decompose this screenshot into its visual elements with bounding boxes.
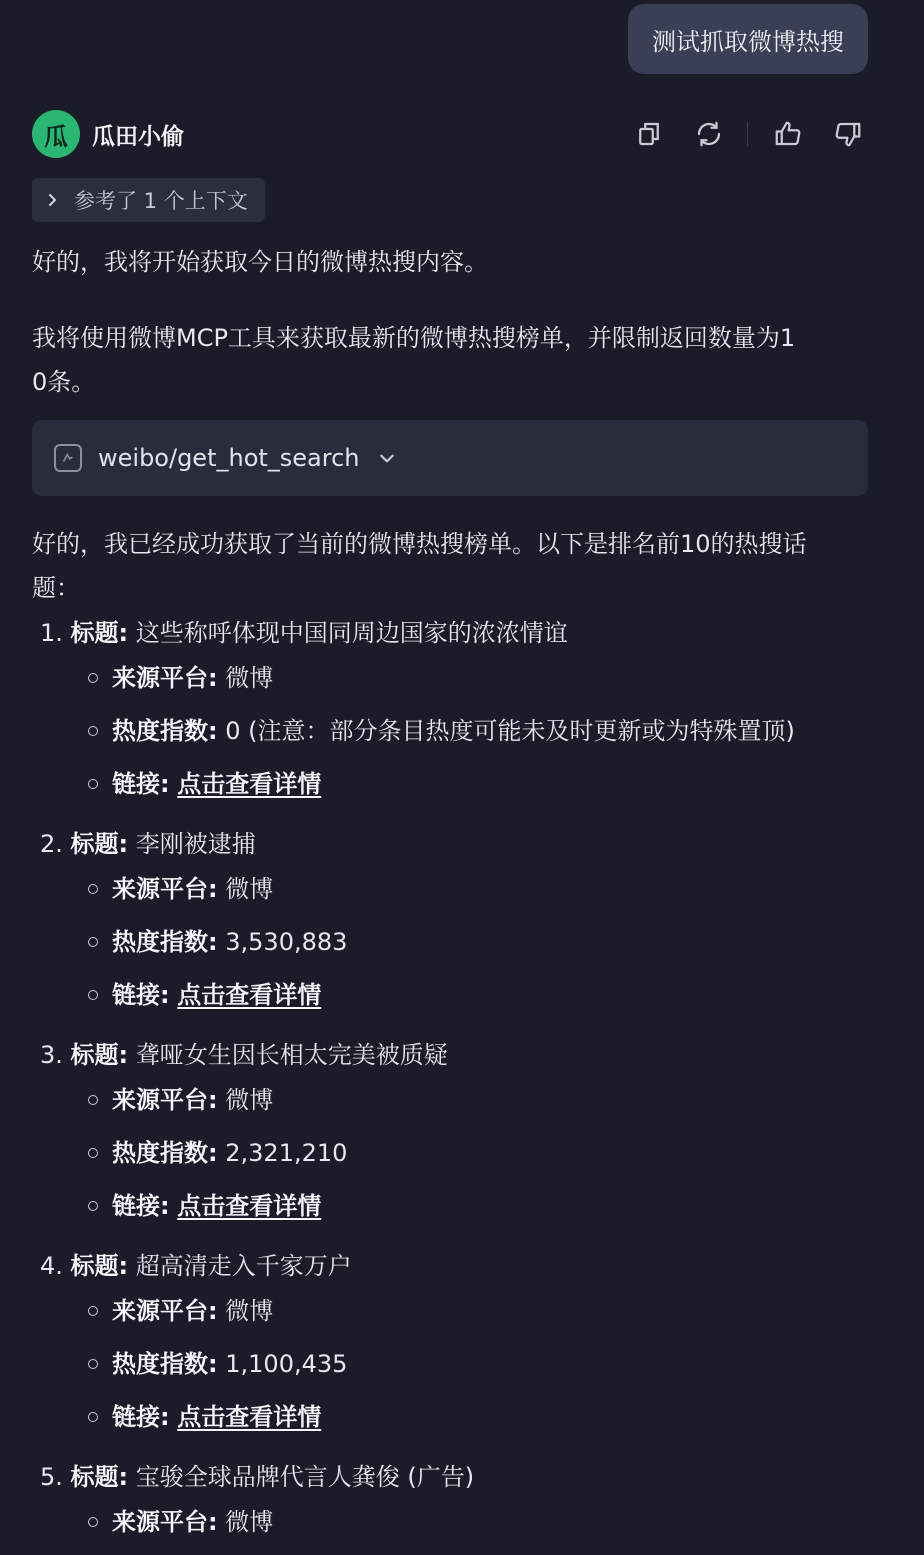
bot-message-header bbox=[32, 110, 868, 158]
item-number: 4. bbox=[40, 1252, 63, 1280]
detail-link[interactable]: 点击查看详情 bbox=[177, 981, 322, 1009]
source-value: 微博 bbox=[225, 1508, 274, 1536]
link-label: 链接: bbox=[112, 1192, 170, 1220]
message-actions bbox=[629, 110, 868, 158]
item-link bbox=[40, 1186, 900, 1239]
item-link bbox=[40, 1397, 900, 1450]
detail-link[interactable]: 点击查看详情 bbox=[177, 770, 322, 798]
source-value: 微博 bbox=[225, 1297, 274, 1325]
item-heat bbox=[40, 1133, 900, 1186]
item-title bbox=[40, 1457, 900, 1497]
item-title bbox=[40, 1035, 900, 1075]
item-source bbox=[40, 1080, 900, 1133]
chevron-down-icon bbox=[378, 449, 396, 467]
tool-call-name: weibo/get_hot_search bbox=[98, 444, 360, 472]
list-item bbox=[40, 824, 900, 1028]
copy-icon bbox=[634, 119, 664, 149]
item-source bbox=[40, 1502, 900, 1555]
heat-label: 热度指数: bbox=[112, 928, 218, 956]
item-title-value: 超高清走入千家万户 bbox=[135, 1252, 352, 1280]
source-label: 来源平台: bbox=[112, 1297, 218, 1325]
plan-text bbox=[32, 316, 872, 404]
source-value: 微博 bbox=[225, 664, 274, 692]
list-item bbox=[40, 613, 900, 817]
heat-value: 1,100,435 bbox=[225, 1350, 348, 1378]
source-value: 微博 bbox=[225, 1086, 274, 1114]
plan-text-line-2: 0条。 bbox=[32, 368, 96, 396]
heat-value: 0 (注意：部分条目热度可能未及时更新或为特殊置顶) bbox=[225, 717, 795, 745]
item-title-label: 标题: bbox=[70, 1041, 129, 1069]
item-heat bbox=[40, 711, 900, 764]
item-title-label: 标题: bbox=[70, 619, 129, 647]
tool-call-card[interactable] bbox=[32, 420, 868, 496]
item-heat bbox=[40, 1344, 900, 1397]
result-text-line-1: 好的，我已经成功获取了当前的微博热搜榜单。以下是排名前10的热搜话 bbox=[32, 530, 807, 558]
item-title-value: 宝骏全球品牌代言人龚俊 (广告) bbox=[135, 1463, 475, 1491]
item-number: 5. bbox=[40, 1463, 63, 1491]
context-toggle[interactable] bbox=[32, 178, 265, 222]
heat-label: 热度指数: bbox=[112, 1350, 218, 1378]
item-source bbox=[40, 869, 900, 922]
item-title-value: 李刚被逮捕 bbox=[135, 830, 256, 858]
chevron-right-icon bbox=[44, 192, 60, 208]
regenerate-button[interactable] bbox=[689, 114, 729, 154]
source-value: 微博 bbox=[225, 875, 274, 903]
intro-text: 好的，我将开始获取今日的微博热搜内容。 bbox=[32, 248, 488, 276]
source-label: 来源平台: bbox=[112, 1508, 218, 1536]
like-button[interactable] bbox=[768, 114, 808, 154]
heat-value: 2,321,210 bbox=[225, 1139, 348, 1167]
avatar-char: 瓜 bbox=[44, 122, 68, 151]
item-number: 3. bbox=[40, 1041, 63, 1069]
detail-link[interactable]: 点击查看详情 bbox=[177, 1192, 322, 1220]
detail-link[interactable]: 点击查看详情 bbox=[177, 1403, 322, 1431]
item-title-label: 标题: bbox=[70, 830, 129, 858]
item-title bbox=[40, 824, 900, 864]
link-label: 链接: bbox=[112, 770, 170, 798]
item-title-label: 标题: bbox=[70, 1463, 129, 1491]
heat-value: 3,530,883 bbox=[225, 928, 348, 956]
heat-label: 热度指数: bbox=[112, 1139, 218, 1167]
item-heat bbox=[40, 922, 900, 975]
result-text bbox=[32, 522, 872, 610]
copy-button[interactable] bbox=[629, 114, 669, 154]
tool-icon bbox=[54, 444, 82, 472]
item-source bbox=[40, 658, 900, 711]
result-text-line-2: 题： bbox=[32, 574, 80, 602]
list-item bbox=[40, 1035, 900, 1239]
link-label: 链接: bbox=[112, 981, 170, 1009]
action-divider bbox=[747, 122, 748, 146]
source-label: 来源平台: bbox=[112, 664, 218, 692]
plan-text-line-1: 我将使用微博MCP工具来获取最新的微博热搜榜单，并限制返回数量为1 bbox=[32, 324, 796, 352]
item-title-value: 这些称呼体现中国同周边国家的浓浓情谊 bbox=[135, 619, 568, 647]
avatar bbox=[32, 110, 80, 158]
item-title-label: 标题: bbox=[70, 1252, 129, 1280]
thumbs-down-icon bbox=[833, 119, 863, 149]
dislike-button[interactable] bbox=[828, 114, 868, 154]
item-link bbox=[40, 764, 900, 817]
source-label: 来源平台: bbox=[112, 1086, 218, 1114]
bot-name: 瓜田小偷 bbox=[92, 123, 184, 150]
item-number: 1. bbox=[40, 619, 63, 647]
thumbs-up-icon bbox=[773, 119, 803, 149]
list-item bbox=[40, 1246, 900, 1450]
list-item bbox=[40, 1457, 900, 1555]
item-number: 2. bbox=[40, 830, 63, 858]
item-title bbox=[40, 613, 900, 653]
source-label: 来源平台: bbox=[112, 875, 218, 903]
heat-label: 热度指数: bbox=[112, 717, 218, 745]
user-message-bubble bbox=[628, 4, 868, 74]
item-link bbox=[40, 975, 900, 1028]
item-title-value: 聋哑女生因长相太完美被质疑 bbox=[135, 1041, 448, 1069]
item-title bbox=[40, 1246, 900, 1286]
link-label: 链接: bbox=[112, 1403, 170, 1431]
refresh-icon bbox=[694, 119, 724, 149]
item-source bbox=[40, 1291, 900, 1344]
context-toggle-label: 参考了 1 个上下文 bbox=[74, 189, 248, 213]
user-message-text: 测试抓取微博热搜 bbox=[652, 27, 844, 56]
